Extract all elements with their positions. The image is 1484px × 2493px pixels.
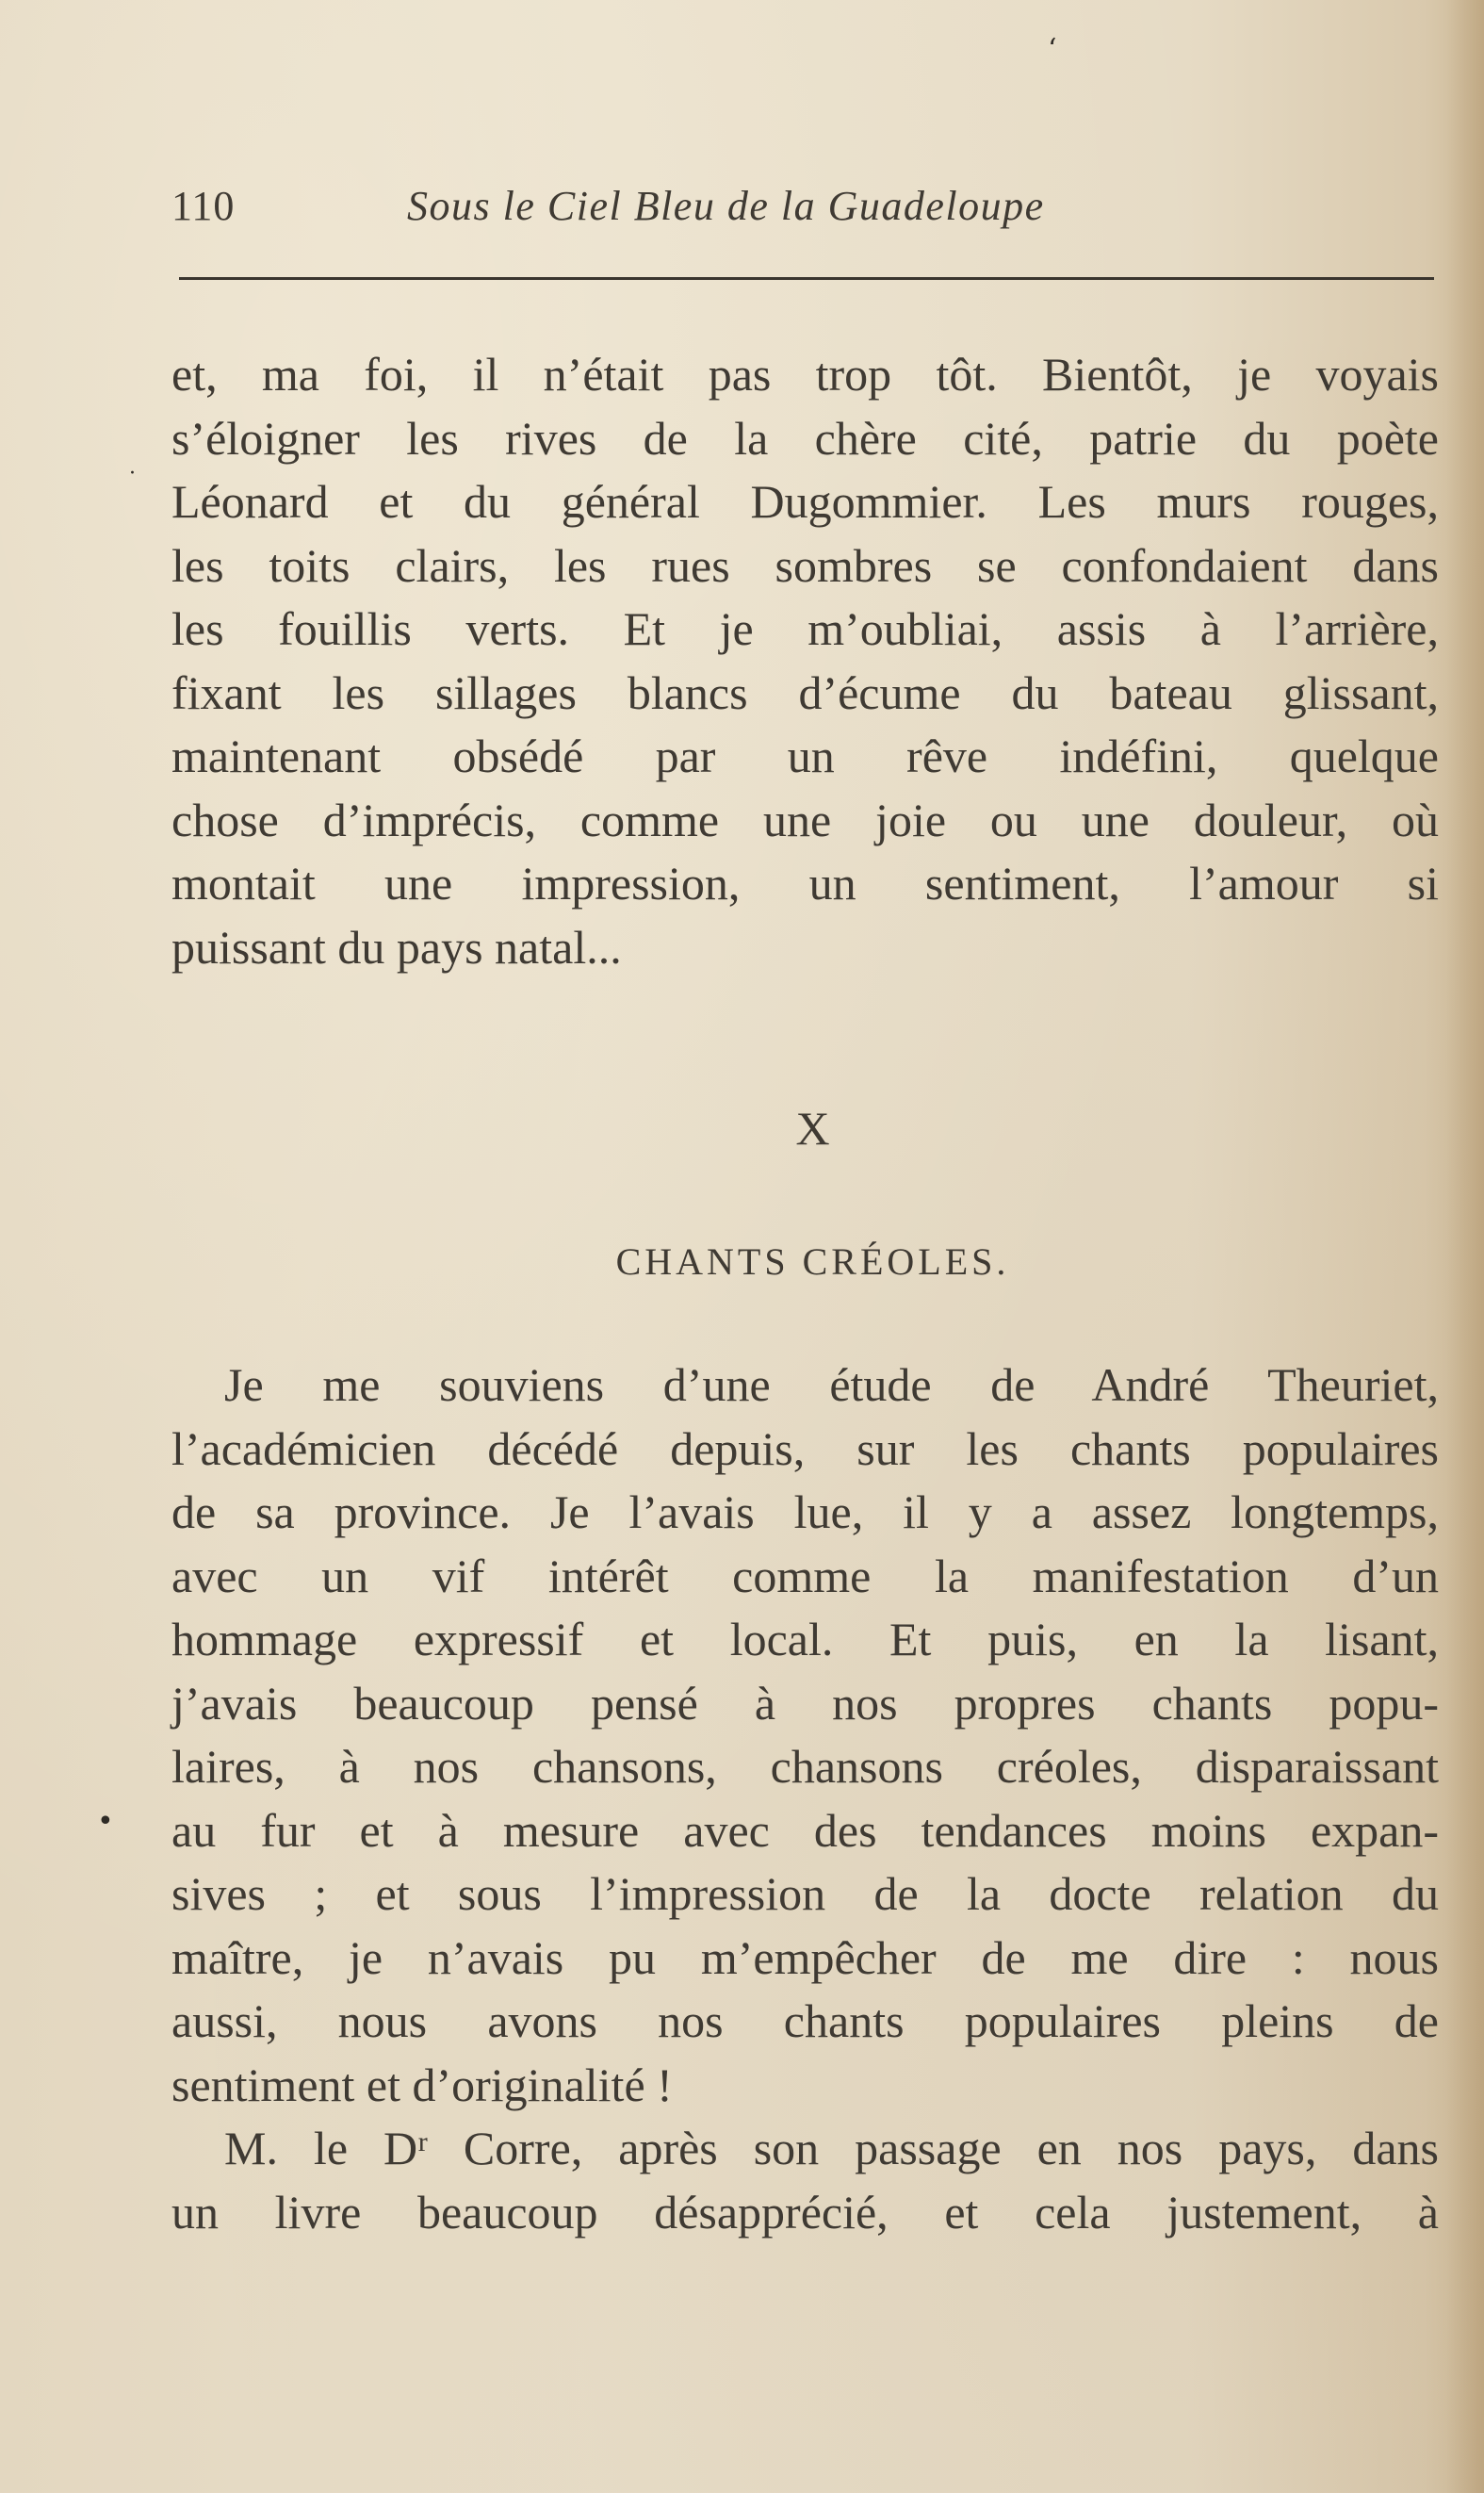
page-number: 110 — [171, 183, 236, 229]
text-line: un livre beaucoup désapprécié, et cela justement, à — [171, 2185, 1439, 2239]
text-line: Je me souviens d’une étude de André Theuriet, — [224, 1358, 1439, 1411]
text-line: hommage expressif et local. Et puis, en la lisant, — [171, 1613, 1439, 1665]
text-line: les toits clairs, les rues sombres se confondaient dans — [171, 538, 1439, 592]
text-line: puissant du pays natal... — [171, 920, 622, 974]
text-line: maître, je n’avais pu m’empêcher de me dire : nous — [171, 1930, 1439, 1984]
paragraph-chants — [171, 1353, 1439, 2117]
text-line: chose d’imprécis, comme une joie ou une douleur, où — [171, 793, 1439, 846]
text-line: montait une impression, un sentiment, l’amour si — [171, 857, 1439, 910]
text-line: fixant les sillages blancs d’écume du bateau glissant, — [171, 665, 1439, 719]
chapter-title: CHANTS CRÉOLES. — [615, 1240, 1010, 1283]
text-line: sives ; et sous l’impression de la docte relation du — [171, 1867, 1439, 1920]
text-line: maintenant obsédé par un rêve indéfini, quelque — [171, 730, 1439, 782]
paragraph-continuation — [171, 343, 1439, 979]
running-header — [171, 182, 1434, 238]
text-line: aussi, nous avons nos chants populaires pleins de — [171, 1994, 1439, 2047]
text-line: s’éloigner les rives de la chère cité, patrie du poète — [171, 411, 1439, 465]
text-line: l’académicien décédé depuis, sur les chants populaires — [171, 1421, 1439, 1475]
text-line: et, ma foi, il n’était pas trop tôt. Bientôt, je voyais — [171, 348, 1439, 401]
ink-speck: • — [97, 1805, 114, 1838]
text-line: laires, à nos chansons, chansons créoles, disparaissant — [171, 1740, 1439, 1793]
running-title: Sous le Ciel Bleu de la Guadeloupe — [407, 183, 1045, 229]
text-line: Léonard et du général Dugommier. Les murs rouges, — [171, 475, 1439, 528]
chapter-number: X — [795, 1102, 830, 1155]
text-line: au fur et à mesure avec des tendances moins expan- — [171, 1803, 1439, 1857]
text-line: j’avais beaucoup pensé à nos propres chants popu- — [171, 1676, 1439, 1730]
text-line: M. le Dʳ Corre, après son passage en nos pays, dans — [224, 2122, 1439, 2174]
header-rule — [179, 277, 1434, 280]
text-line: de sa province. Je l’avais lue, il y a assez longtemps, — [171, 1485, 1439, 1538]
paragraph-corre — [171, 2117, 1439, 2244]
text-line: les fouillis verts. Et je m’oubliai, assis à l’arrière, — [171, 602, 1439, 655]
ink-speck: · — [129, 462, 136, 485]
text-line: sentiment et d’originalité ! — [171, 2058, 673, 2111]
ink-speck: ‘ — [1048, 33, 1057, 66]
text-line: avec un vif intérêt comme la manifestation d’un — [171, 1549, 1439, 1602]
